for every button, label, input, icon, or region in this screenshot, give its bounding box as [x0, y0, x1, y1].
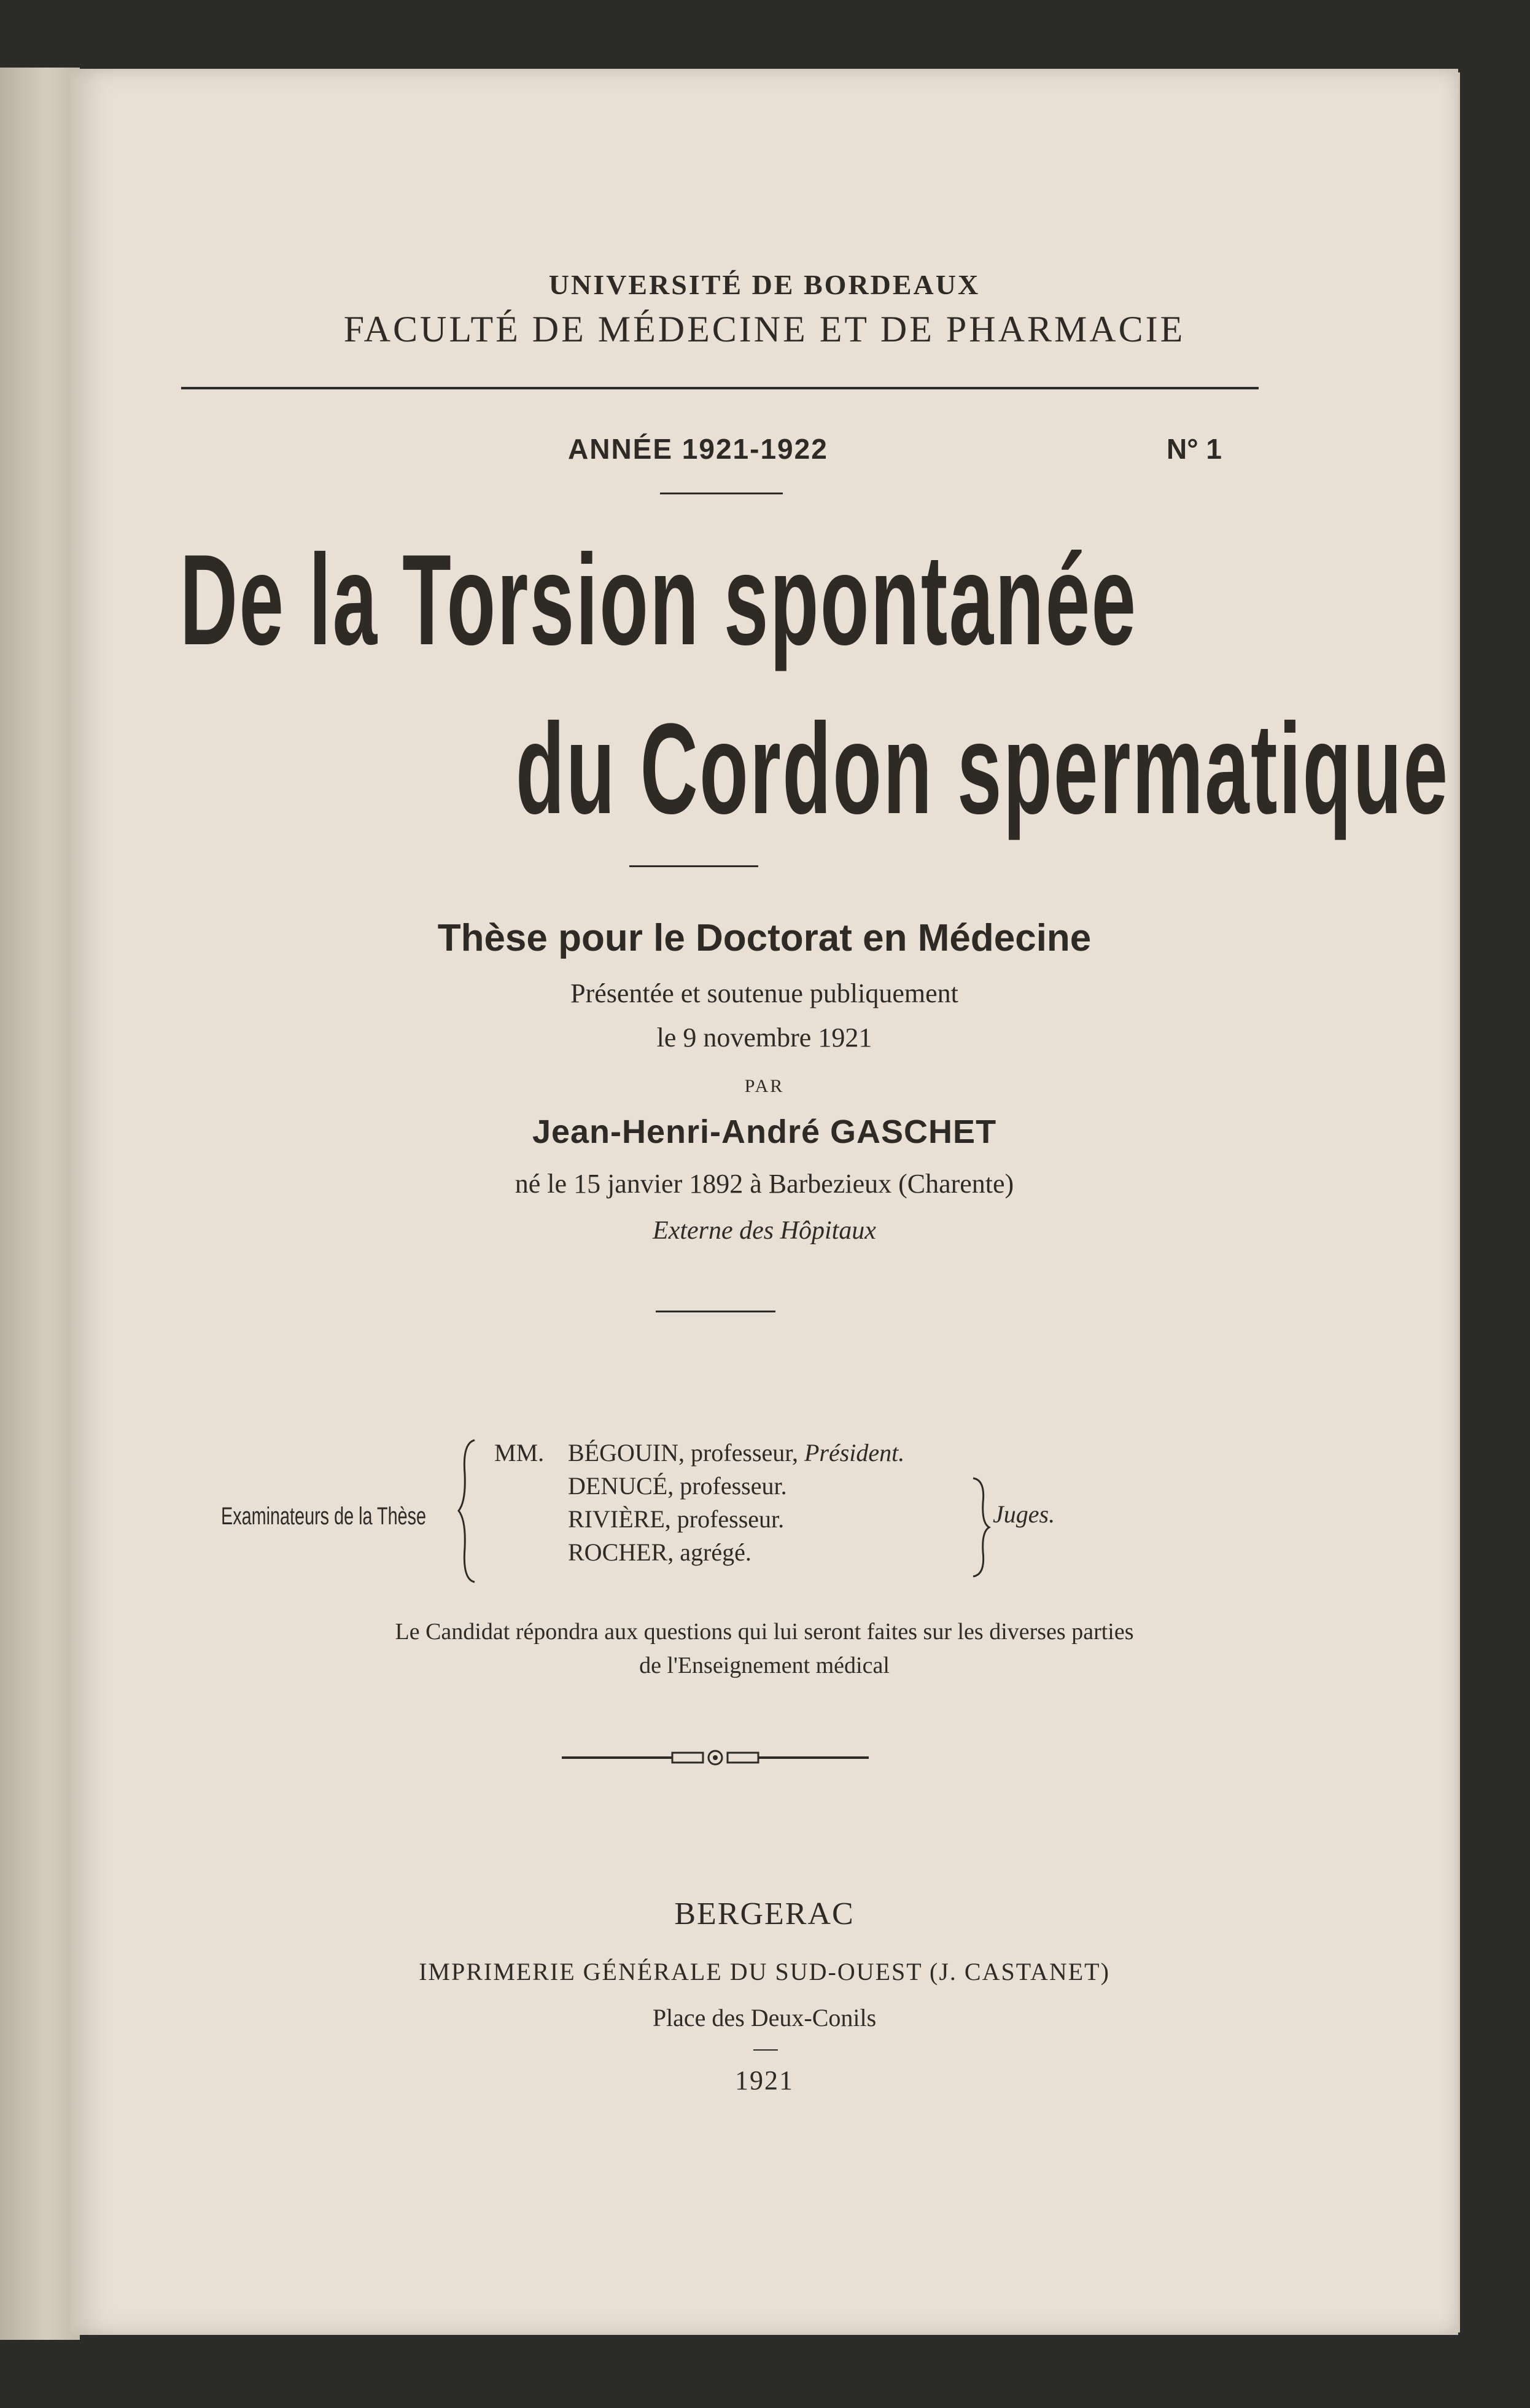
author-position: Externe des Hôpitaux: [653, 1217, 876, 1245]
printer-name: IMPRIMERIE GÉNÉRALE DU SUD-OUEST (J. CASTANET): [419, 1958, 1110, 1985]
publication-city: BERGERAC: [674, 1896, 855, 1931]
university-name: UNIVERSITÉ DE BORDEAUX: [548, 269, 981, 300]
printer-address: Place des Deux-Conils: [652, 2004, 877, 2032]
faculty-name: FACULTÉ DE MÉDECINE ET DE PHARMACIE: [343, 309, 1186, 349]
author-name: Jean-Henri-André GASCHET: [532, 1113, 997, 1150]
presented-line: Présentée et soutenue publiquement: [570, 978, 958, 1008]
jury-member: RIVIÈRE, professeur.: [568, 1505, 785, 1533]
divider: [656, 1311, 775, 1312]
thesis-number: N° 1: [1167, 433, 1222, 465]
right-brace-icon: [967, 1475, 992, 1580]
judges-label: Juges.: [993, 1500, 1055, 1528]
by-label: PAR: [744, 1076, 785, 1096]
jury-prefix: MM.: [494, 1439, 545, 1467]
author-birth: né le 15 janvier 1892 à Barbezieux (Charente): [515, 1169, 1014, 1199]
divider: [660, 493, 783, 494]
title-line-2: du Cordon spermatique: [516, 696, 1450, 841]
candidate-note-line-2: de l'Enseignement médical: [639, 1653, 890, 1678]
thesis-type: Thèse pour le Doctorat en Médecine: [437, 917, 1092, 959]
academic-year: ANNÉE 1921-1922: [568, 433, 828, 465]
jury-member: BÉGOUIN, professeur, Président.: [568, 1439, 905, 1467]
left-brace-icon: [456, 1437, 481, 1584]
facing-page-edge: [0, 68, 80, 2340]
header-rule: [181, 387, 1259, 389]
title-line-1: De la Torsion spontanée: [180, 528, 1138, 672]
ornament-divider-icon: [562, 1745, 869, 1770]
jury-member: DENUCÉ, professeur.: [568, 1472, 787, 1500]
candidate-note-line-1: Le Candidat répondra aux questions qui lui seront faites sur les diverses parties: [395, 1619, 1134, 1645]
defense-date: le 9 novembre 1921: [656, 1023, 872, 1053]
publication-year: 1921: [735, 2065, 794, 2095]
jury-member: ROCHER, agrégé.: [568, 1538, 751, 1566]
divider: [753, 2049, 778, 2051]
divider: [629, 865, 758, 867]
title-page: [71, 69, 1458, 2335]
jury-label: Examinateurs de la Thèse: [221, 1503, 427, 1530]
